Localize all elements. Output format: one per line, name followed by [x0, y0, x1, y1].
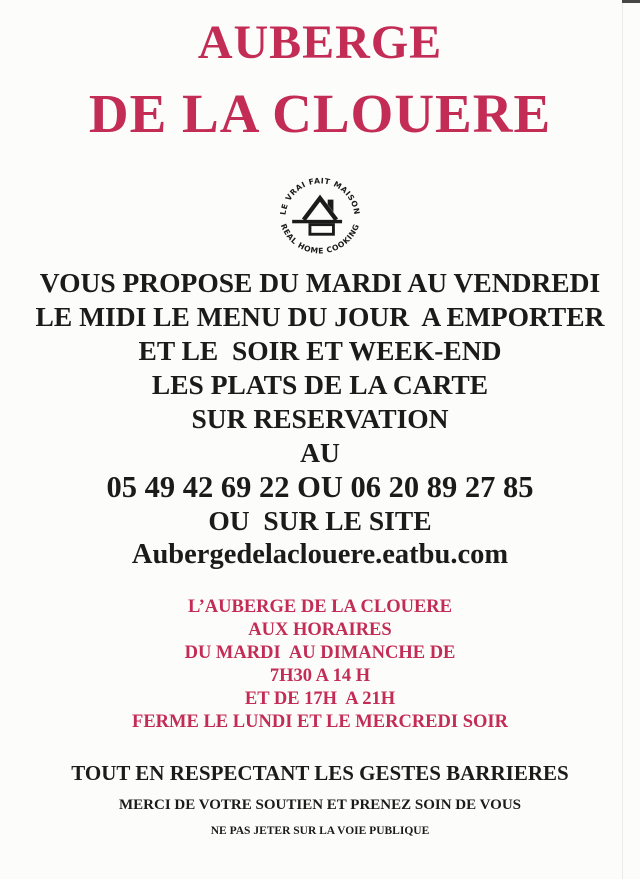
footer-merci: MERCI DE VOTRE SOUTIEN ET PRENEZ SOIN DE VOUS — [119, 797, 521, 813]
fait-maison-logo-svg — [272, 168, 368, 264]
announcement-line: LES PLATS DE LA CARTE — [151, 369, 489, 400]
hours-line: 7H30 A 14 H — [269, 666, 371, 686]
announcement-block — [0, 266, 640, 572]
phone-numbers-line: 05 49 42 69 22 OU 06 20 89 27 85 — [106, 470, 534, 504]
hours-line: FERME LE LUNDI ET LE MERCREDI SOIR — [132, 712, 508, 732]
hours-line: DU MARDI AU DIMANCHE DE — [184, 643, 456, 663]
restaurant-name-line2: DE LA CLOUERE — [88, 83, 552, 144]
fait-maison-logo — [0, 168, 640, 264]
announcement-line: AU — [300, 437, 340, 468]
footer-gestes-barrieres: TOUT EN RESPECTANT LES GESTES BARRIERES — [71, 761, 569, 785]
logo-arc-top-text: LE VRAI FAIT MAISON — [278, 176, 362, 216]
announcement-line: LE MIDI LE MENU DU JOUR A EMPORTER — [35, 301, 605, 332]
scan-artifact-corner-mark — [622, 0, 640, 3]
announcement-line: OU SUR LE SITE — [208, 505, 432, 536]
logo-arc-bottom-text: REAL HOME COOKING — [278, 222, 362, 256]
announcement-line: ET LE SOIR ET WEEK-END — [138, 335, 502, 366]
hours-line: ET DE 17H A 21H — [244, 689, 396, 709]
website-url: Aubergedelaclouere.eatbu.com — [131, 539, 509, 570]
restaurant-name-line1: AUBERGE — [197, 16, 443, 69]
hours-line: L’AUBERGE DE LA CLOUERE — [187, 597, 453, 617]
hours-line: AUX HORAIRES — [248, 620, 392, 640]
footer-ne-pas-jeter: NE PAS JETER SUR LA VOIE PUBLIQUE — [210, 825, 430, 837]
house-pan-icon — [292, 198, 342, 234]
announcement-line: VOUS PROPOSE DU MARDI AU VENDREDI — [39, 267, 601, 298]
opening-hours-block — [0, 596, 640, 734]
scan-artifact-vertical-line — [622, 0, 623, 879]
announcement-line: SUR RESERVATION — [191, 403, 449, 434]
